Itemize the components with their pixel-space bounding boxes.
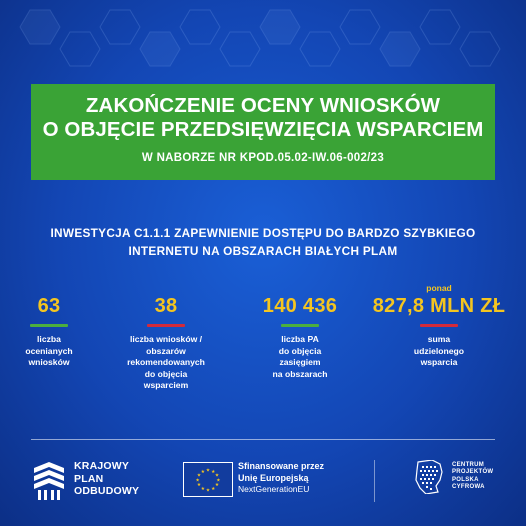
desc-line: udzielonego <box>413 345 465 356</box>
eu-funding-text <box>238 461 324 496</box>
svg-text:★: ★ <box>211 469 216 475</box>
desc-line: rekomendowanych <box>127 357 205 368</box>
stat-description <box>10 334 88 369</box>
svg-text:★: ★ <box>205 488 211 494</box>
desc-line: obszarów <box>146 345 186 356</box>
stat-description <box>111 334 221 392</box>
desc-line: zasięgiem <box>279 357 321 368</box>
stat-total-support <box>364 282 514 369</box>
svg-text:★: ★ <box>216 478 221 484</box>
desc-line: suma <box>427 334 451 344</box>
stat-prefix <box>10 282 88 294</box>
desc-line: wniosków <box>28 357 70 368</box>
stat-prefix <box>250 282 350 294</box>
cpp-logo-icon <box>414 460 444 494</box>
svg-text:★: ★ <box>214 473 220 479</box>
cpp-logo-text <box>452 462 493 491</box>
stat-bar <box>30 324 68 327</box>
stat-value: 38 <box>154 295 178 317</box>
title-line-2: O OBJĘCIE PRZEDSIĘWZIĘCIA WSPARCIEM <box>42 118 484 141</box>
subtitle: W NABORZE NR KPOD.05.02-IW.06-002/23 <box>141 152 385 164</box>
stat-description <box>250 334 350 380</box>
kpo-line: ODBUDOWY <box>74 485 140 497</box>
stat-prefix: ponad <box>426 283 452 293</box>
footer <box>0 440 526 526</box>
stat-bar <box>420 324 458 327</box>
desc-line: do objęcia <box>278 345 322 356</box>
investment-line-1: INWESTYCJA C1.1.1 ZAPEWNIENIE DOSTĘPU DO BARDZO SZYBKIEGO <box>50 226 476 240</box>
svg-text:★: ★ <box>196 483 202 489</box>
footer-separator <box>374 460 375 502</box>
stat-recommended <box>111 282 221 392</box>
desc-line: wsparcia <box>420 357 458 368</box>
svg-text:★: ★ <box>205 468 211 474</box>
title-line-1: ZAKOŃCZENIE OCENY WNIOSKÓW <box>85 94 441 117</box>
kpo-line: KRAJOWY <box>74 460 130 472</box>
desc-line: do objęcia <box>144 368 188 379</box>
stat-applications <box>10 282 88 369</box>
svg-text:★: ★ <box>195 478 200 484</box>
cpp-line: PROJEKTÓW <box>452 469 494 476</box>
svg-text:★: ★ <box>214 483 220 489</box>
cpp-line: POLSKA <box>452 476 479 483</box>
header-box <box>31 84 495 180</box>
svg-text:★: ★ <box>196 473 202 479</box>
stat-bar <box>281 324 319 327</box>
stat-access-points <box>250 282 350 380</box>
desc-line: liczba wniosków / <box>129 334 203 344</box>
desc-line: liczba <box>37 334 61 344</box>
kpo-line: PLAN <box>74 472 104 485</box>
stat-value: 140 436 <box>262 295 338 317</box>
desc-line: liczba PA <box>281 334 319 344</box>
cpp-line: CYFROWA <box>452 483 485 490</box>
desc-line: na obszarach <box>272 368 328 379</box>
investment-title <box>0 224 526 260</box>
eu-line: Sfinansowane przez <box>238 461 325 471</box>
stat-value: 63 <box>37 295 61 317</box>
cpp-line: CENTRUM <box>452 462 485 468</box>
eu-line: NextGenerationEU <box>238 484 310 494</box>
stat-value: 827,8 MLN ZŁ <box>372 295 506 317</box>
stat-prefix <box>111 282 221 294</box>
kpo-logo-icon <box>34 462 64 500</box>
desc-line: ocenianych <box>25 345 73 356</box>
eu-flag-icon <box>183 462 233 497</box>
eu-line: Unię Europejską <box>238 472 309 483</box>
svg-text:★: ★ <box>200 469 205 475</box>
svg-text:★: ★ <box>200 486 205 492</box>
desc-line: wsparciem <box>143 380 189 391</box>
svg-text:★: ★ <box>211 486 216 492</box>
stat-description <box>364 334 514 369</box>
stat-bar <box>147 324 185 327</box>
investment-line-2: INTERNETU NA OBSZARACH BIAŁYCH PLAM <box>128 244 398 258</box>
kpo-logo-text <box>74 460 139 498</box>
